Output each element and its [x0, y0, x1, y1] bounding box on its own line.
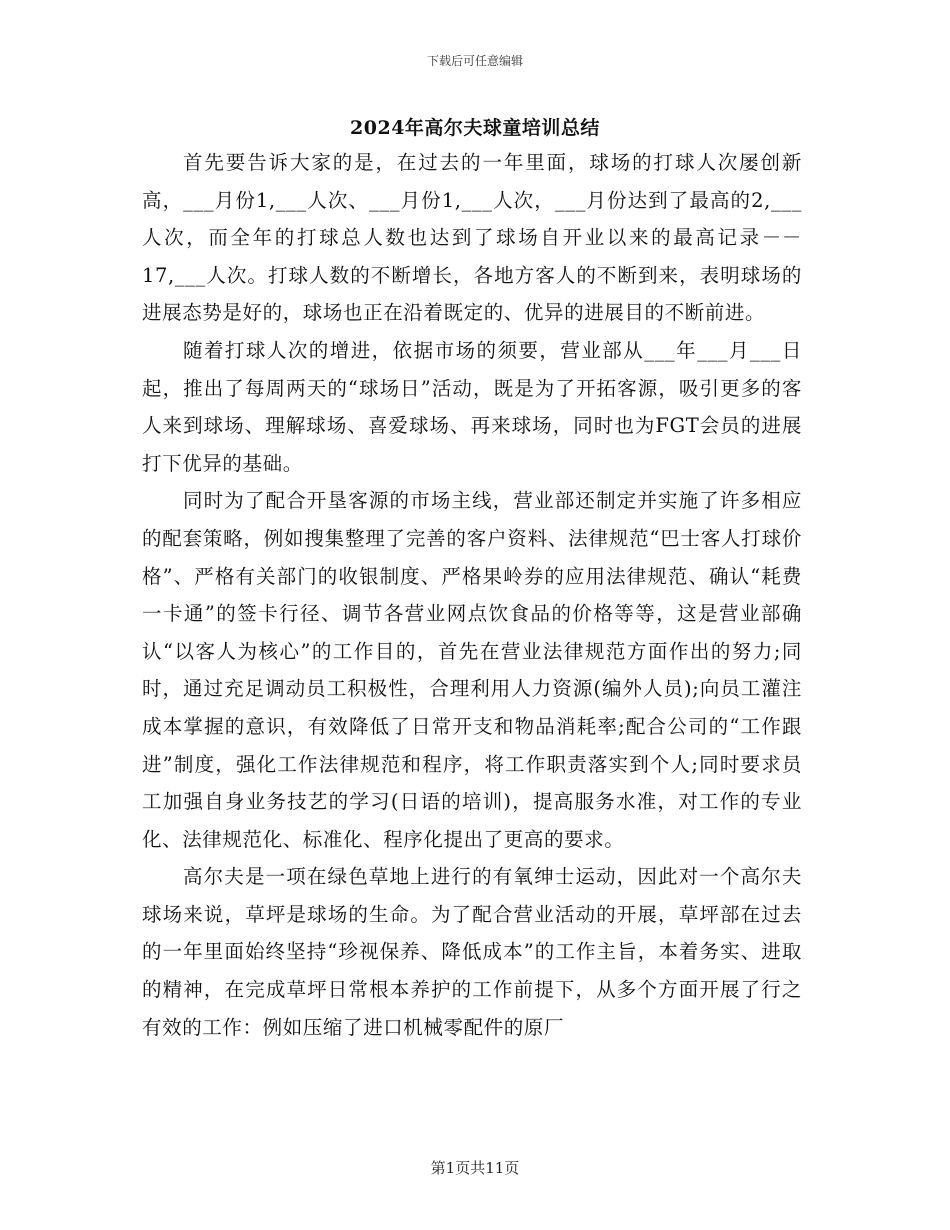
paragraph-1: 首先要告诉大家的是，在过去的一年里面，球场的打球人次屡创新高，___月份1,___人次、___月份1,___人次，___月份达到了最高的2,___人次，而全年的打球总人数也达到了球场自开业以来的最高记录－－17,___人次。打球人数的不断增长，各地方客人的不断到来，表明球场的进展态势是好的，球场也正在沿着既定的、优异的进展目的不断前进。 [142, 151, 802, 325]
paragraph-2: 随着打球人次的增进，依据市场的须要，营业部从___年___月___日起，推出了每周两天的“球场日”活动，既是为了开拓客源，吸引更多的客人来到球场、理解球场、喜爱球场、再来球场，同时也为FGT会员的进展打下优异的基础。 [142, 338, 802, 475]
paragraph-3: 同时为了配合开垦客源的市场主线，营业部还制定并实施了许多相应的配套策略，例如搜集整理了完善的客户资料、法律规范“巴士客人打球价格”、严格有关部门的收银制度、严格果岭券的应用法律规范、确认“耗费一卡通”的签卡行径、调节各营业网点饮食品的价格等等，这是营业部确认“以客人为核心”的工作目的，首先在营业法律规范方面作出的努力;同时，通过充足调动员工积极性，合理利用人力资源(编外人员);向员工灌注成本掌握的意识，有效降低了日常开支和物品消耗率;配合公司的“工作跟进”制度，强化工作法律规范和程序，将工作职责落实到个人;同时要求员工加强自身业务技艺的学习(日语的培训)，提高服务水准，对工作的专业化、法律规范化、标准化、程序化提出了更高的要求。 [142, 489, 802, 851]
document-body [142, 144, 802, 1046]
page-indicator: 第1页共11页 [430, 1159, 520, 1177]
document-title: 2024年高尔夫球童培训总结 [350, 117, 600, 139]
paragraph-4: 高尔夫是一项在绿色草地上进行的有氧绅士运动，因此对一个高尔夫球场来说，草坪是球场的生命。为了配合营业活动的开展，草坪部在过去的一年里面始终坚持“珍视保养、降低成本”的工作主旨，本着务实、进取的精神，在完成草坪日常根本养护的工作前提下，从多个方面开展了行之有效的工作：例如压缩了进口机械零配件的原厂 [142, 865, 802, 1039]
header-note: 下载后可任意编辑 [426, 54, 523, 68]
